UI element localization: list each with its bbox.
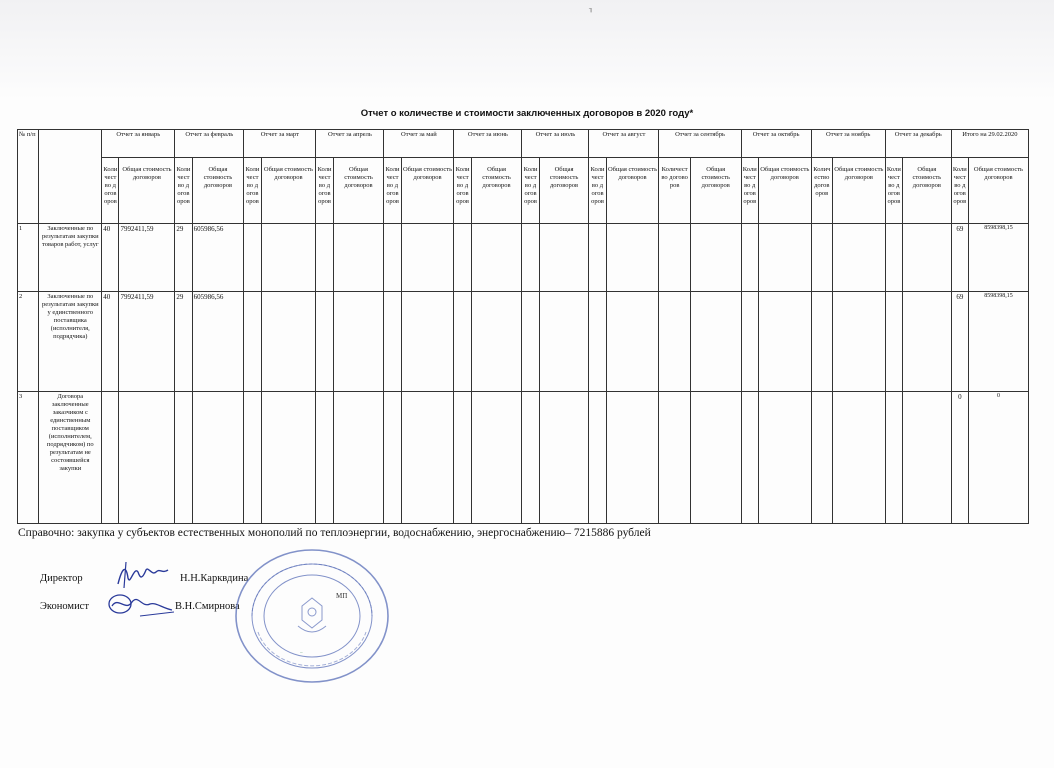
cell-total-qty: 69	[951, 291, 968, 391]
cell-cost	[261, 291, 316, 391]
cell-qty	[244, 224, 261, 292]
report-table	[17, 129, 1029, 524]
official-stamp	[232, 546, 392, 686]
director-name: Н.Н.Карквдина	[180, 573, 249, 584]
cell-qty	[522, 392, 539, 524]
cell-qty	[454, 291, 471, 391]
stamp-tiny-mark: ~	[300, 651, 303, 656]
cell-cost	[758, 224, 811, 292]
cell-qty	[522, 291, 539, 391]
cell-cost	[902, 291, 951, 391]
cell-qty	[244, 392, 261, 524]
header-month: Отчет за август	[589, 130, 659, 158]
cell-qty	[885, 291, 902, 391]
table-row	[18, 392, 1029, 524]
cell-qty	[811, 224, 832, 292]
cell-cost	[333, 291, 384, 391]
row-name: Заключенные по результатам закупки у единственного поставщика (исполнителя, подрядчика)	[39, 291, 102, 391]
header-cost: Общая стоимость договоров	[539, 158, 589, 224]
cell-qty	[316, 291, 333, 391]
director-signature	[112, 558, 172, 592]
cell-total-qty: 69	[951, 224, 968, 292]
cell-qty	[454, 224, 471, 292]
cell-qty	[659, 224, 690, 292]
header-month: Отчет за октябрь	[741, 130, 811, 158]
cell-qty	[741, 291, 758, 391]
cell-qty: 29	[175, 291, 192, 391]
cell-cost	[119, 392, 175, 524]
header-month: Отчет за декабрь	[885, 130, 951, 158]
scan-background	[0, 0, 1054, 100]
cell-qty	[522, 224, 539, 292]
cell-cost	[333, 392, 384, 524]
cell-cost	[832, 224, 885, 292]
header-cost: Общая стоимость договоров	[333, 158, 384, 224]
header-qty: Количество договоров	[811, 158, 832, 224]
cell-qty	[811, 291, 832, 391]
economist-name: В.Н.Смирнова	[175, 601, 240, 612]
cell-cost: 7992411,59	[119, 224, 175, 292]
row-number: 2	[18, 291, 39, 391]
header-cost: Общая стоимость договоров	[968, 158, 1028, 224]
header-cost: Общая стоимость договоров	[192, 158, 244, 224]
header-qty: Количество договоров	[885, 158, 902, 224]
cell-total-cost: 8598398,15	[968, 291, 1028, 391]
cell-qty	[175, 392, 192, 524]
table-row	[18, 224, 1029, 292]
cell-qty	[589, 291, 606, 391]
cell-cost	[690, 392, 741, 524]
stamp-label: МП	[336, 592, 348, 600]
cell-cost: 605986,56	[192, 291, 244, 391]
cell-cost	[192, 392, 244, 524]
cell-qty	[384, 224, 401, 292]
cell-cost	[902, 224, 951, 292]
reference-note: Справочно: закупка у субъектов естественных монополий по теплоэнергии, водоснабжению, энергоснабжению– 7215886 рублей	[18, 527, 651, 539]
header-qty: Количество договоров	[951, 158, 968, 224]
header-month: Отчет за январь	[102, 130, 175, 158]
cell-qty	[885, 224, 902, 292]
header-month: Отчет за сентябрь	[659, 130, 741, 158]
header-name	[39, 130, 102, 224]
table-row	[18, 291, 1029, 391]
header-cost: Общая стоимость договоров	[690, 158, 741, 224]
cell-cost	[401, 224, 454, 292]
header-cost: Общая стоимость договоров	[832, 158, 885, 224]
cell-cost	[606, 392, 659, 524]
cell-qty: 40	[102, 291, 119, 391]
header-qty: Количество договоров	[102, 158, 119, 224]
cell-qty	[741, 392, 758, 524]
cell-total-qty: 0	[951, 392, 968, 524]
header-month: Отчет за март	[244, 130, 316, 158]
header-month: Отчет за май	[384, 130, 454, 158]
header-qty: Количество договоров	[316, 158, 333, 224]
header-cost: Общая стоимость договоров	[606, 158, 659, 224]
cell-qty	[384, 291, 401, 391]
cell-qty: 40	[102, 224, 119, 292]
cell-qty	[384, 392, 401, 524]
header-cost: Общая стоимость договоров	[261, 158, 316, 224]
cell-cost	[471, 224, 522, 292]
cell-cost	[758, 392, 811, 524]
header-cost: Общая стоимость договоров	[401, 158, 454, 224]
cell-qty	[589, 392, 606, 524]
cell-cost	[832, 291, 885, 391]
header-qty: Количество договоров	[659, 158, 690, 224]
cell-qty	[659, 392, 690, 524]
row-name: Договора заключенные заказчиком с единственным поставщиком (исполнителем, подрядчиком) по результатам не состоявшейся закупки	[39, 392, 102, 524]
director-role: Директор	[40, 573, 83, 584]
cell-qty: 29	[175, 224, 192, 292]
cell-cost	[539, 224, 589, 292]
header-qty: Количество договоров	[384, 158, 401, 224]
header-total: Итого на 29.02.2020	[951, 130, 1028, 158]
report-title: Отчет о количестве и стоимости заключенных договоров в 2020 году*	[360, 108, 694, 119]
header-month: Отчет за июнь	[454, 130, 522, 158]
cell-cost: 7992411,59	[119, 291, 175, 391]
header-qty: Количество договоров	[589, 158, 606, 224]
header-month: Отчет за ноябрь	[811, 130, 885, 158]
header-cost: Общая стоимость договоров	[902, 158, 951, 224]
cell-cost	[832, 392, 885, 524]
cell-cost	[539, 392, 589, 524]
cell-cost	[758, 291, 811, 391]
cell-qty	[244, 291, 261, 391]
header-cost: Общая стоимость договоров	[758, 158, 811, 224]
cell-qty	[316, 224, 333, 292]
scan-mark: ⸣	[588, 6, 593, 20]
cell-qty	[811, 392, 832, 524]
cell-qty	[885, 392, 902, 524]
cell-cost	[690, 224, 741, 292]
header-month: Отчет за февраль	[175, 130, 244, 158]
cell-qty	[102, 392, 119, 524]
cell-total-cost: 0	[968, 392, 1028, 524]
header-qty: Количество договоров	[454, 158, 471, 224]
cell-cost	[471, 392, 522, 524]
row-number: 3	[18, 392, 39, 524]
header-cost: Общая стоимость договоров	[119, 158, 175, 224]
cell-qty	[741, 224, 758, 292]
cell-cost	[261, 392, 316, 524]
cell-cost	[401, 291, 454, 391]
header-qty: Количество договоров	[741, 158, 758, 224]
cell-cost	[606, 224, 659, 292]
row-number: 1	[18, 224, 39, 292]
header-qty: Количество договоров	[175, 158, 192, 224]
cell-cost	[539, 291, 589, 391]
cell-cost	[690, 291, 741, 391]
cell-total-cost: 8598398,15	[968, 224, 1028, 292]
cell-qty	[659, 291, 690, 391]
cell-cost: 605986,56	[192, 224, 244, 292]
cell-cost	[606, 291, 659, 391]
economist-role: Экономист	[40, 601, 89, 612]
row-name: Заключенные по результатам закупки товаров работ, услуг	[39, 224, 102, 292]
economist-signature	[104, 588, 174, 620]
header-cost: Общая стоимость договоров	[471, 158, 522, 224]
header-number: № п/п	[18, 130, 39, 224]
cell-cost	[471, 291, 522, 391]
cell-qty	[454, 392, 471, 524]
header-qty: Количество договоров	[244, 158, 261, 224]
header-qty: Количество договоров	[522, 158, 539, 224]
cell-qty	[589, 224, 606, 292]
cell-cost	[401, 392, 454, 524]
header-month: Отчет за апрель	[316, 130, 384, 158]
cell-qty	[316, 392, 333, 524]
cell-cost	[902, 392, 951, 524]
cell-cost	[333, 224, 384, 292]
cell-cost	[261, 224, 316, 292]
header-month: Отчет за июль	[522, 130, 589, 158]
